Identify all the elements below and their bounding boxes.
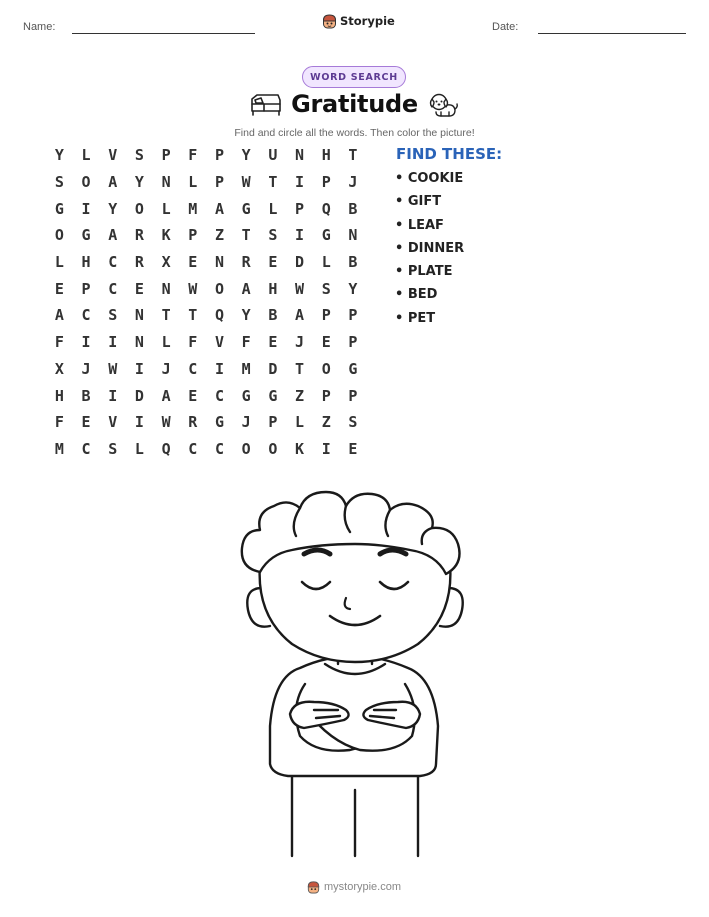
grid-letter[interactable]: C (81, 439, 91, 458)
grid-letter[interactable]: F (54, 413, 64, 432)
storypie-logo-icon (322, 13, 337, 29)
date-label: Date: (492, 21, 519, 33)
grid-letter[interactable]: S (54, 173, 64, 192)
word-list-item: • LEAF (395, 217, 444, 233)
grid-letter[interactable]: J (295, 333, 305, 352)
grid-letter[interactable]: T (161, 306, 171, 325)
grid-letter[interactable]: R (134, 226, 144, 245)
grid-letter[interactable]: W (295, 279, 305, 298)
grid-letter[interactable]: G (241, 199, 251, 218)
storypie-brand (322, 13, 395, 29)
grid-letter[interactable]: E (54, 279, 64, 298)
grid-letter[interactable]: M (188, 199, 198, 218)
grid-letter[interactable]: V (214, 333, 224, 352)
grid-letter[interactable]: P (268, 413, 278, 432)
grid-letter[interactable]: O (214, 279, 224, 298)
instructions: Find and circle all the words. Then color the picture! (234, 127, 475, 139)
grid-letter[interactable]: B (348, 199, 358, 218)
grid-letter[interactable]: E (348, 439, 358, 458)
grid-letter[interactable]: L (134, 439, 144, 458)
grid-letter[interactable]: P (321, 173, 331, 192)
grid-letter[interactable]: G (321, 226, 331, 245)
grid-letter[interactable]: A (295, 306, 305, 325)
grid-letter[interactable]: P (81, 279, 91, 298)
grid-letter[interactable]: O (241, 439, 251, 458)
grid-letter[interactable]: X (54, 359, 64, 378)
grid-letter[interactable]: I (295, 173, 305, 192)
grid-letter[interactable]: D (268, 359, 278, 378)
grid-letter[interactable]: X (161, 253, 171, 272)
grid-letter[interactable]: I (108, 386, 118, 405)
word-list-item: • PET (395, 310, 436, 326)
grid-letter[interactable]: P (348, 333, 358, 352)
grid-letter[interactable]: H (81, 253, 91, 272)
storypie-logo-icon (307, 880, 320, 894)
grid-letter[interactable]: P (161, 146, 171, 165)
name-line[interactable] (72, 33, 255, 34)
grid-letter[interactable]: W (108, 359, 118, 378)
letter-grid[interactable] (46, 142, 366, 462)
grid-letter[interactable]: V (108, 413, 118, 432)
grid-letter[interactable]: I (81, 333, 91, 352)
grid-letter[interactable]: T (188, 306, 198, 325)
grid-letter[interactable]: O (54, 226, 64, 245)
word-list-item: • COOKIE (395, 171, 464, 186)
grid-letter[interactable]: Y (108, 199, 118, 218)
grid-letter[interactable]: I (134, 413, 144, 432)
grid-letter[interactable]: E (268, 253, 278, 272)
word-list (395, 171, 464, 334)
grid-letter[interactable]: P (214, 173, 224, 192)
grid-letter[interactable]: K (295, 439, 305, 458)
word-list-item: • BED (395, 287, 438, 303)
grid-letter[interactable]: W (188, 279, 198, 298)
grid-letter[interactable]: G (241, 386, 251, 405)
grid-letter[interactable]: R (241, 253, 251, 272)
grid-letter[interactable]: P (348, 386, 358, 405)
grid-letter[interactable]: S (348, 413, 358, 432)
grid-letter[interactable]: N (214, 253, 224, 272)
grid-letter[interactable]: G (54, 199, 64, 218)
grid-letter[interactable]: L (188, 173, 198, 192)
word-search-badge: WORD SEARCH (302, 66, 406, 88)
grid-letter[interactable]: H (268, 279, 278, 298)
footer-url[interactable]: mystorypie.com (324, 881, 402, 893)
grid-letter[interactable]: L (81, 146, 91, 165)
grid-letter[interactable]: E (188, 253, 198, 272)
grid-letter[interactable]: T (348, 146, 358, 165)
boy-coloring-illustration[interactable] (230, 488, 480, 858)
grid-letter[interactable]: I (321, 439, 331, 458)
grid-letter[interactable]: H (321, 146, 331, 165)
brand-name: Storypie (340, 14, 395, 28)
grid-letter[interactable]: C (214, 439, 224, 458)
grid-letter[interactable]: A (54, 306, 64, 325)
grid-letter[interactable]: J (161, 359, 171, 378)
grid-letter[interactable]: L (161, 333, 171, 352)
grid-letter[interactable]: Q (161, 439, 171, 458)
grid-letter[interactable]: E (321, 333, 331, 352)
grid-letter[interactable]: T (268, 173, 278, 192)
grid-letter[interactable]: E (81, 413, 91, 432)
grid-letter[interactable]: C (214, 386, 224, 405)
grid-letter[interactable]: O (134, 199, 144, 218)
grid-letter[interactable]: Y (134, 173, 144, 192)
grid-letter[interactable]: Z (295, 386, 305, 405)
grid-letter[interactable]: K (161, 226, 171, 245)
grid-letter[interactable]: N (295, 146, 305, 165)
grid-letter[interactable]: O (268, 439, 278, 458)
word-list-item: • PLATE (395, 264, 453, 280)
grid-letter[interactable]: Y (241, 306, 251, 325)
grid-letter[interactable]: U (268, 146, 278, 165)
grid-letter[interactable]: W (241, 173, 251, 192)
grid-letter[interactable]: D (134, 386, 144, 405)
grid-letter[interactable]: P (188, 226, 198, 245)
grid-letter[interactable]: J (81, 359, 91, 378)
grid-letter[interactable]: A (108, 226, 118, 245)
grid-letter[interactable]: E (268, 333, 278, 352)
grid-letter[interactable]: P (348, 306, 358, 325)
grid-letter[interactable]: G (81, 226, 91, 245)
grid-letter[interactable]: F (188, 146, 198, 165)
grid-letter[interactable]: J (241, 413, 251, 432)
grid-letter[interactable]: A (214, 199, 224, 218)
grid-letter[interactable]: S (321, 279, 331, 298)
grid-letter[interactable]: C (188, 359, 198, 378)
grid-letter[interactable]: W (161, 413, 171, 432)
grid-letter[interactable]: L (268, 199, 278, 218)
grid-letter[interactable]: B (268, 306, 278, 325)
word-list-item: • GIFT (395, 194, 442, 210)
grid-letter[interactable]: A (241, 279, 251, 298)
grid-letter[interactable]: L (161, 199, 171, 218)
grid-letter[interactable]: T (241, 226, 251, 245)
grid-letter[interactable]: S (134, 146, 144, 165)
grid-letter[interactable]: H (54, 386, 64, 405)
grid-letter[interactable]: C (108, 253, 118, 272)
grid-letter[interactable]: F (54, 333, 64, 352)
grid-letter[interactable]: B (81, 386, 91, 405)
grid-letter[interactable]: Q (321, 199, 331, 218)
grid-letter[interactable]: P (295, 199, 305, 218)
grid-letter[interactable]: B (348, 253, 358, 272)
page-title: Gratitude (291, 90, 418, 118)
grid-letter[interactable]: M (241, 359, 251, 378)
grid-letter[interactable]: F (241, 333, 251, 352)
grid-letter[interactable]: I (134, 359, 144, 378)
grid-letter[interactable]: L (321, 253, 331, 272)
grid-letter[interactable]: M (54, 439, 64, 458)
grid-letter[interactable]: E (134, 279, 144, 298)
grid-letter[interactable]: N (134, 333, 144, 352)
grid-letter[interactable]: F (188, 333, 198, 352)
grid-letter[interactable]: I (214, 359, 224, 378)
grid-letter[interactable]: D (295, 253, 305, 272)
grid-letter[interactable]: N (134, 306, 144, 325)
grid-letter[interactable]: P (214, 146, 224, 165)
grid-letter[interactable]: P (321, 306, 331, 325)
grid-letter[interactable]: L (54, 253, 64, 272)
name-label: Name: (23, 21, 56, 33)
grid-letter[interactable]: T (295, 359, 305, 378)
grid-letter[interactable]: O (321, 359, 331, 378)
grid-letter[interactable]: A (108, 173, 118, 192)
grid-letter[interactable]: L (295, 413, 305, 432)
grid-letter[interactable]: N (348, 226, 358, 245)
grid-letter[interactable]: S (108, 439, 118, 458)
grid-letter[interactable]: N (161, 173, 171, 192)
grid-letter[interactable]: Z (321, 413, 331, 432)
date-line[interactable] (538, 33, 686, 34)
grid-letter[interactable]: V (108, 146, 118, 165)
grid-letter[interactable]: Q (214, 306, 224, 325)
word-list-item: • DINNER (395, 240, 465, 256)
grid-letter[interactable]: C (188, 439, 198, 458)
grid-letter[interactable]: I (81, 199, 91, 218)
grid-letter[interactable]: G (214, 413, 224, 432)
grid-letter[interactable]: J (348, 173, 358, 192)
find-these-heading: FIND THESE: (396, 145, 503, 163)
grid-letter[interactable]: I (108, 333, 118, 352)
grid-letter[interactable]: G (348, 359, 358, 378)
grid-letter[interactable]: A (161, 386, 171, 405)
grid-letter[interactable]: Y (241, 146, 251, 165)
puppy-icon (427, 91, 459, 119)
grid-letter[interactable]: R (134, 253, 144, 272)
grid-letter[interactable]: G (268, 386, 278, 405)
grid-letter[interactable]: C (81, 306, 91, 325)
grid-letter[interactable]: E (188, 386, 198, 405)
footer (307, 880, 401, 894)
grid-letter[interactable]: C (108, 279, 118, 298)
grid-letter[interactable]: S (268, 226, 278, 245)
grid-letter[interactable]: O (81, 173, 91, 192)
grid-letter[interactable]: Y (54, 146, 64, 165)
grid-letter[interactable]: N (161, 279, 171, 298)
grid-letter[interactable]: R (188, 413, 198, 432)
grid-letter[interactable]: Y (348, 279, 358, 298)
grid-letter[interactable]: P (321, 386, 331, 405)
grid-letter[interactable]: Z (214, 226, 224, 245)
grid-letter[interactable]: I (295, 226, 305, 245)
grid-letter[interactable]: S (108, 306, 118, 325)
